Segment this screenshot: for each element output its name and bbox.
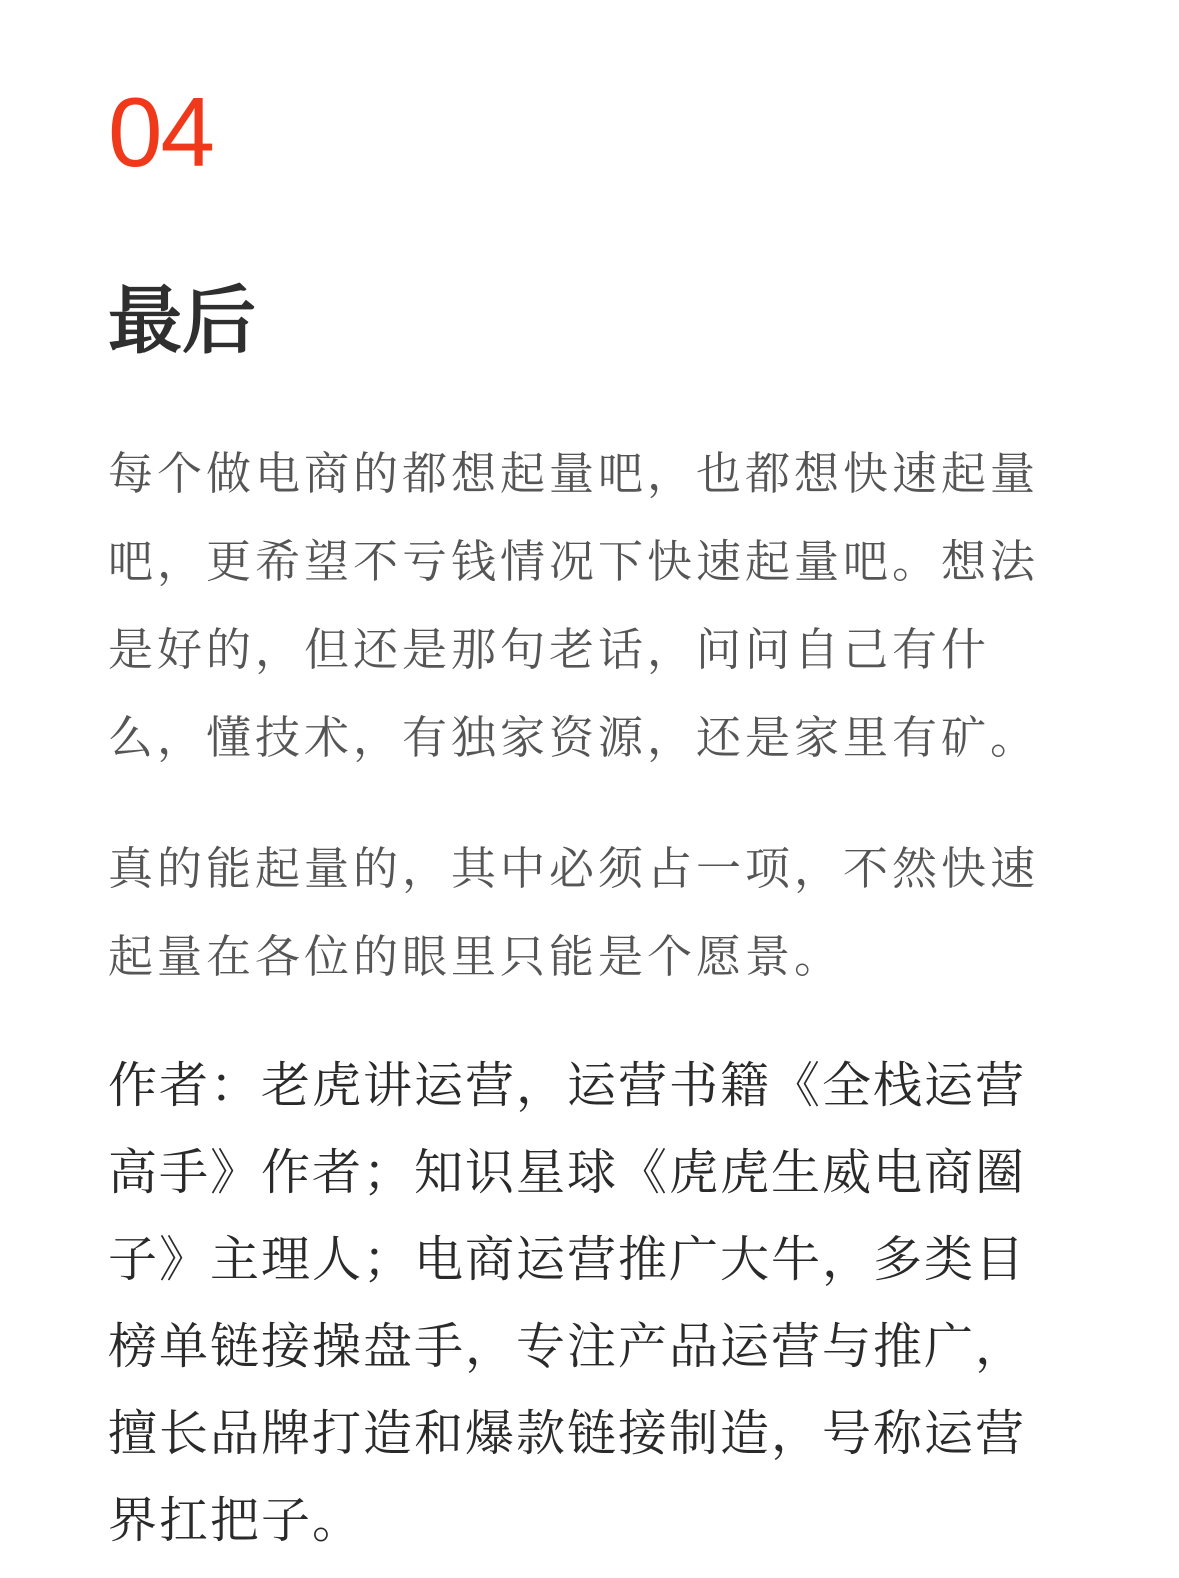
author-bio: 作者：老虎讲运营，运营书籍《全栈运营高手》作者；知识星球《虎虎生威电商圈子》主理人；电商运营推广大牛，多类目榜单链接操盘手，专注产品运营与推广，擅长品牌打造和爆款链接制造，号称运营界扛把子。 xyxy=(108,1057,1027,1549)
body-paragraph: 每个做电商的都想起量吧，也都想快速起量吧，更希望不亏钱情况下快速起量吧。想法是好的，但还是那句老话，问问自己有什么，懂技术，有独家资源，还是家里有矿。 xyxy=(108,447,1040,764)
body-paragraph: 真的能起量的，其中必须占一项，不然快速起量在各位的眼里只能是个愿景。 xyxy=(108,842,1040,983)
section-number: 04 xyxy=(108,77,214,187)
section-title: 最后 xyxy=(108,278,256,364)
